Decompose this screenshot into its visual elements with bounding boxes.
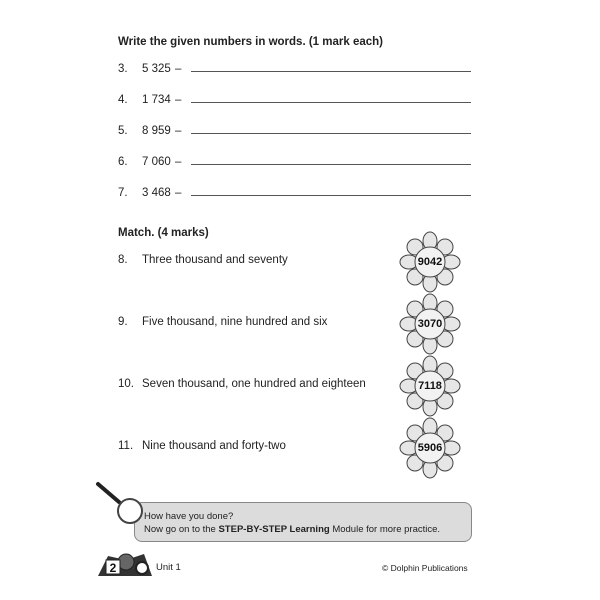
section1-heading: Write the given numbers in words. (1 mark each)	[118, 36, 383, 48]
item-dash: –	[175, 63, 182, 75]
match-number: 9.	[118, 316, 128, 328]
flower-number: 7118	[418, 380, 442, 392]
match-text: Seven thousand, one hundred and eighteen	[142, 378, 366, 390]
item-value: 1 734	[142, 94, 171, 106]
flower-option[interactable]	[398, 416, 462, 480]
item-number: 3.	[118, 63, 128, 75]
item-dash: –	[175, 187, 182, 199]
flower-option[interactable]	[398, 230, 462, 294]
match-number: 8.	[118, 254, 128, 266]
flower-number: 3070	[417, 318, 443, 330]
copyright: © Dolphin Publications	[382, 563, 468, 573]
item-dash: –	[175, 156, 182, 168]
flower-number: 5906	[417, 442, 443, 454]
match-text: Nine thousand and forty-two	[142, 440, 286, 452]
item-number: 7.	[118, 187, 128, 199]
answer-line[interactable]	[191, 133, 471, 134]
feedback-question: How have you done?	[144, 511, 234, 522]
feedback-box	[134, 502, 472, 542]
section2-heading: Match. (4 marks)	[118, 227, 209, 239]
answer-line[interactable]	[191, 164, 471, 165]
answer-line[interactable]	[191, 195, 471, 196]
item-dash: –	[175, 125, 182, 137]
item-value: 3 468	[142, 187, 171, 199]
feedback-text-pre: Now go on to the	[144, 524, 219, 535]
feedback-instruction	[144, 524, 440, 535]
item-number: 6.	[118, 156, 128, 168]
flower-number: 9042	[417, 256, 443, 268]
match-number: 10.	[118, 378, 134, 390]
item-number: 5.	[118, 125, 128, 137]
unit-badge-icon	[96, 546, 154, 580]
item-value: 8 959	[142, 125, 171, 137]
match-text: Three thousand and seventy	[142, 254, 288, 266]
item-dash: –	[175, 94, 182, 106]
magnifying-glass-icon	[92, 478, 152, 528]
page-number: 2	[109, 561, 117, 575]
match-text: Five thousand, nine hundred and six	[142, 316, 328, 328]
flower-option[interactable]	[398, 292, 462, 356]
match-number: 11.	[118, 440, 134, 452]
item-value: 7 060	[142, 156, 171, 168]
unit-label: Unit 1	[156, 562, 181, 573]
answer-line[interactable]	[191, 102, 471, 103]
flower-option[interactable]	[398, 354, 462, 418]
feedback-text-post: Module for more practice.	[329, 524, 441, 535]
answer-line[interactable]	[191, 71, 471, 72]
item-value: 5 325	[142, 63, 171, 75]
item-number: 4.	[118, 94, 128, 106]
feedback-module-name: STEP-BY-STEP Learning	[218, 524, 330, 535]
